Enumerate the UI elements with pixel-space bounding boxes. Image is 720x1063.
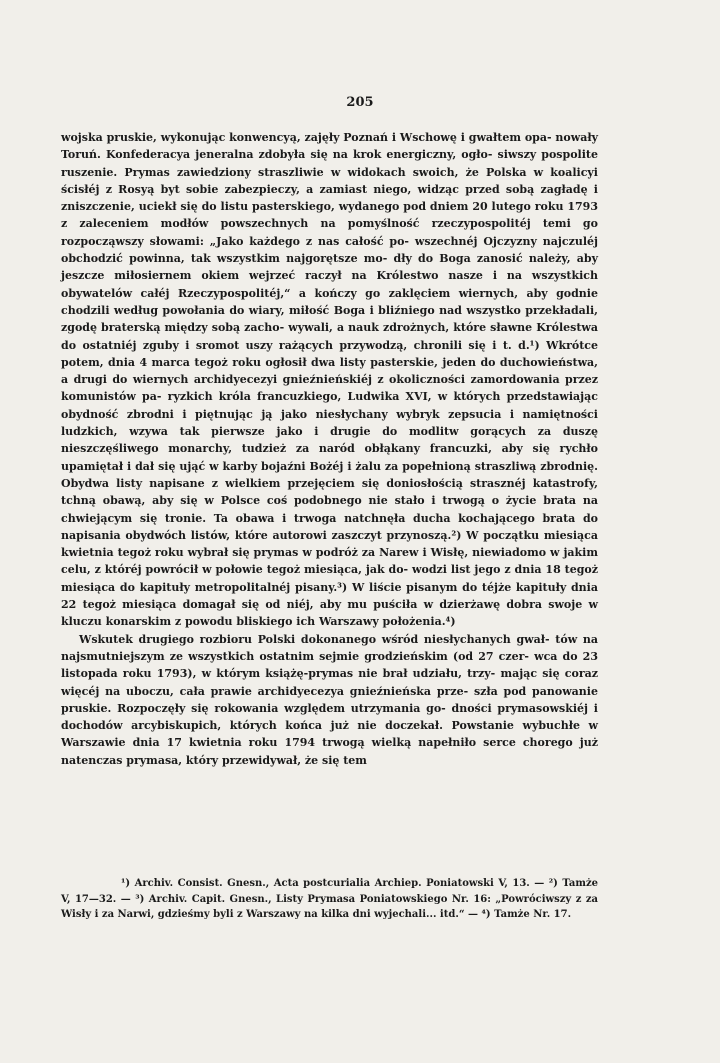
text-line: mając się coraz więcéj na uboczu, cała prawie archidyecezya gnieźnieńska prze-	[61, 667, 598, 698]
page-number: 205	[346, 95, 374, 110]
text-line: go zaklęciem wiernych, aby godnie chodzili według powołania do wiary, miłość	[61, 286, 598, 317]
text-line: rzeczypospolitéj temi go rozpocząwszy słowami: „Jako każdego z nas całość po-	[61, 217, 598, 248]
text-line: archidyecezyi gnieźnieńskiéj z okoliczności zamordowania przez komunistów pa-	[61, 373, 598, 404]
paragraph-1	[61, 129, 598, 631]
text-line: miesiąca kwietnia tegoż roku wybrał się prymas w podróż za Narew i Wisłę,	[61, 528, 598, 560]
paragraph-2	[61, 631, 598, 769]
text-line: się ująć w karby bojaźni Bożéj i żalu za popełnioną straszliwą zbrodnię. Obydwa	[61, 459, 598, 490]
text-line: do napisania obydwóch listów, które autorowi zaszczyt przynoszą.²) W początku	[61, 511, 598, 542]
text-line: siwszy pospolite ruszenie. Prymas zawiedziony straszliwie w widokach swoich, że	[61, 148, 598, 179]
text-line: ryzkich króla francuzkiego, Ludwika XVI, w których przedstawiając obydność	[61, 390, 598, 421]
text-line: dniem 20 lutego roku 1793 z zaleceniem modłów powszechnych na pomyślność	[61, 200, 598, 231]
text-line: chwiejącym się tronie. Ta obawa i trwoga natchnęła ducha kochającego brata	[61, 511, 576, 525]
text-line: wca do 23 listopada roku 1793), w którym książę-prymas nie brał udziału, trzy-	[61, 649, 598, 681]
main-text	[61, 129, 598, 769]
text-line: Nr. 16: „Powróciwszy z za Wisły i za Narwi, gdzieśmy byli z Warszawy na kilka	[61, 893, 599, 921]
text-line: niewiadomo w jakim celu, z któréj powrócił w połowie tegoż miesiąca, jak do-	[61, 546, 598, 577]
text-line: Polska w koalicyi ścisłéj z Rosyą byt sobie zabezpieczy, a zamiast niego, widząc	[61, 165, 598, 196]
text-line: wszechnéj Ojczyzny najczuléj obchodzić powinna, tak wszystkim najgorętsze mo-	[61, 234, 598, 266]
footnote-block	[61, 876, 598, 923]
text-line: przed sobą zagładę i zniszczenie, uciekł się do listu pasterskiego, wydanego pod	[61, 182, 598, 214]
text-line: wywali, a nauk zdrożnych, które sławne Królestwa do ostatniéj zguby i sromot	[61, 321, 598, 352]
text-line: Powstanie wybuchłe w Warszawie dnia 17 kwietnia roku 1794 trwogą wielką	[61, 719, 598, 750]
text-line: listy napisane z wielkiem przejęciem się doniosłością strasznéj katastrofy, tchną	[61, 476, 598, 508]
text-line: ²) Tamże V, 17—32. — ³) Archiv. Capit. Gnesn., Listy Prymasa Poniatowskiego	[61, 878, 599, 905]
text-line: obawą, aby się w Polsce coś podobnego nie stało i trwogą o życie brata na	[102, 494, 598, 508]
text-line: dły do Boga zanosić należy, aby jeszcze miłosiernem okiem wejrzeć raczył na	[61, 252, 598, 283]
footnotes	[61, 876, 598, 923]
text-line: nowały Toruń. Konfederacya jeneralna zdobyła się na krok energiczny, ogło-	[61, 131, 598, 162]
text-line: szła pod panowanie pruskie. Rozpoczęły się rokowania względem utrzymania go-	[61, 684, 598, 715]
text-line: wodzi list jego z dnia 18 tegoż miesiąca do kapituły metropolitalnéj pisany.³)	[61, 563, 598, 594]
text-line: uszy rażących przywodzą, chronili się i t. d.¹) Wkrótce potem, dnia 4 marca tegoż	[61, 338, 598, 369]
text-line: aby mu puściła w dzierżawę dobra swoje w kluczu konarskim z powodu bliskiego	[61, 598, 598, 629]
text-line: Boga i bliźniego nad wszystko przekładali, zgodę braterską między sobą zacho-	[61, 303, 598, 335]
text-line: zbrodni i piętnując ją jako niesłychany wybryk zepsucia i namiętności ludzkich,	[61, 407, 598, 439]
text-line: Wskutek drugiego rozbioru Polski dokonanego wśród niesłychanych gwał-	[79, 632, 550, 646]
text-line: wojska pruskie, wykonując konwencyą, zajęły Poznań i Wschowę i gwałtem opa-	[61, 131, 552, 144]
text-line: dności prymasowskiéj i dochodów arcybiskupich, których końca już nie doczekał.	[61, 701, 598, 733]
text-line: napełniło serce chorego już natenczas prymasa, który przewidywał, że się tem	[61, 736, 598, 767]
text-line: monarchy, tudzież za naród obłąkany francuzki, aby się rychło upamiętał i dał	[61, 442, 598, 473]
text-line: roku ogłosił dwa listy pasterskie, jeden do duchowieństwa, a drugi do wiernych	[61, 355, 598, 387]
text-line: ¹) Archiv. Consist. Gnesn., Acta postcurialia Archiep. Poniatowski V, 13. —	[121, 878, 545, 889]
text-line: ich Warszawy położenia.⁴)	[296, 615, 456, 629]
text-line: wzywa tak pierwsze jako i drugie do modlitw gorących za duszę nieszczęśliwego	[61, 425, 598, 456]
text-line: tów na najsmutniejszym ze wszystkich ostatnim sejmie grodzieńskim (od 27 czer-	[61, 632, 598, 663]
text-line: W liście pisanym do téjże kapituły dnia 22 tegoż miesiąca domagał się od niéj,	[61, 580, 598, 612]
text-line: dni wyjechali... itd.“ — ⁴) Tamże Nr. 17.	[352, 909, 572, 921]
text-line: Królestwo nasze i na wszystkich obywatelów całéj Rzeczypospolitéj,“ a kończy	[61, 269, 598, 300]
